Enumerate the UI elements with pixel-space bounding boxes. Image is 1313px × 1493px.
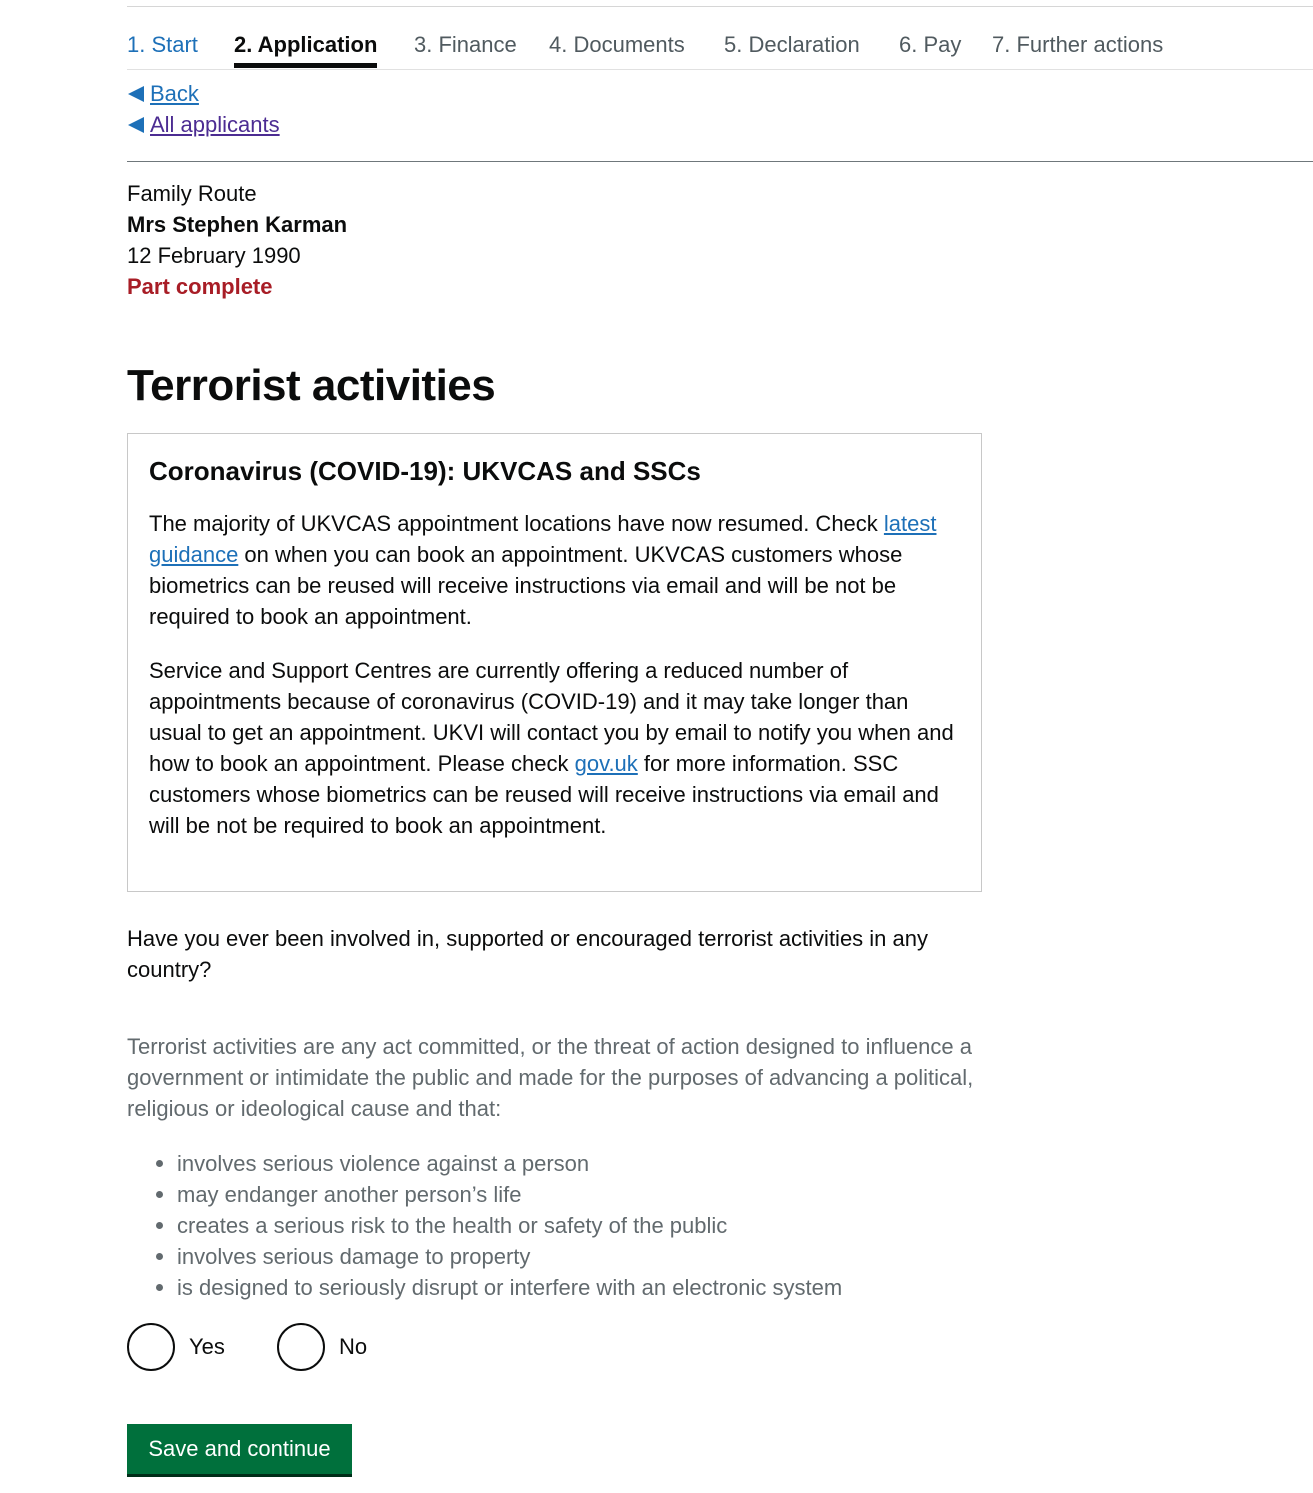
applicant-name: Mrs Stephen Karman bbox=[127, 212, 348, 237]
all-applicants-link[interactable]: All applicants bbox=[150, 112, 280, 137]
step-application: 2. Application bbox=[234, 30, 377, 60]
step-start[interactable]: 1. Start bbox=[127, 32, 198, 57]
status-badge: Part complete bbox=[127, 274, 273, 299]
applicant-summary bbox=[127, 178, 347, 302]
notice-heading: Coronavirus (COVID-19): UKVCAS and SSCs bbox=[149, 456, 701, 486]
radio-no[interactable] bbox=[277, 1323, 367, 1371]
step-documents: 4. Documents bbox=[549, 32, 685, 57]
notice-paragraph-1: The majority of UKVCAS appointment locations have now resumed. Check latest guidance on when you can book an appointment. UKVCAS customers whose biometrics can be reused will receive instructions via email and will be not be required to book an appointment. bbox=[149, 511, 937, 629]
step-declaration: 5. Declaration bbox=[724, 32, 860, 57]
radio-no-circle[interactable] bbox=[277, 1323, 325, 1371]
back-triangle-icon bbox=[128, 117, 144, 133]
step-pay: 6. Pay bbox=[899, 32, 962, 57]
all-applicants-link-row bbox=[128, 111, 280, 139]
radio-no-label[interactable]: No bbox=[339, 1334, 368, 1359]
step-further-actions: 7. Further actions bbox=[992, 32, 1164, 57]
radio-yes-label[interactable]: Yes bbox=[189, 1334, 225, 1359]
notice-paragraph-2: Service and Support Centres are currently offering a reduced number of appointments because of coronavirus (COVID-19) and it may take longer than usual to get an appointment. UKVI will contact you by email to notify you when and how to book an appointment. Please check gov.uk for more information. SSC customers whose biometrics can be reused will receive instructions via email and will be not be required to book an appointment. bbox=[149, 658, 954, 838]
back-link-row bbox=[128, 80, 199, 108]
top-divider bbox=[127, 6, 1313, 7]
list-item: may endanger another person’s life bbox=[127, 1179, 842, 1210]
latest-guidance-link[interactable]: latest guidance bbox=[149, 511, 937, 567]
list-item: creates a serious risk to the health or safety of the public bbox=[127, 1210, 842, 1241]
route-name: Family Route bbox=[127, 181, 257, 206]
question-text: Have you ever been involved in, supported or encouraged terrorist activities in any country? bbox=[127, 926, 929, 982]
list-item: involves serious violence against a person bbox=[127, 1148, 842, 1179]
radio-yes-circle[interactable] bbox=[127, 1323, 175, 1371]
list-item: is designed to seriously disrupt or interfere with an electronic system bbox=[127, 1272, 842, 1303]
applicant-dob: 12 February 1990 bbox=[127, 243, 301, 268]
progress-steps bbox=[127, 30, 1313, 70]
gov-uk-link[interactable]: gov.uk bbox=[574, 751, 638, 776]
section-divider bbox=[127, 161, 1313, 162]
back-triangle-icon bbox=[128, 86, 144, 102]
back-link[interactable]: Back bbox=[150, 81, 199, 106]
question-hint: Terrorist activities are any act committed, or the threat of action designed to influence a government or intimidate the public and made for the purposes of advancing a political, religious or ideological cause and that: bbox=[127, 1034, 974, 1121]
covid-notice bbox=[127, 433, 982, 892]
save-and-continue-button[interactable]: Save and continue bbox=[127, 1424, 352, 1474]
radio-yes[interactable] bbox=[127, 1323, 225, 1371]
list-item: involves serious damage to property bbox=[127, 1241, 842, 1272]
step-finance: 3. Finance bbox=[414, 32, 517, 57]
hint-list bbox=[127, 1148, 842, 1303]
page-title: Terrorist activities bbox=[127, 361, 496, 410]
